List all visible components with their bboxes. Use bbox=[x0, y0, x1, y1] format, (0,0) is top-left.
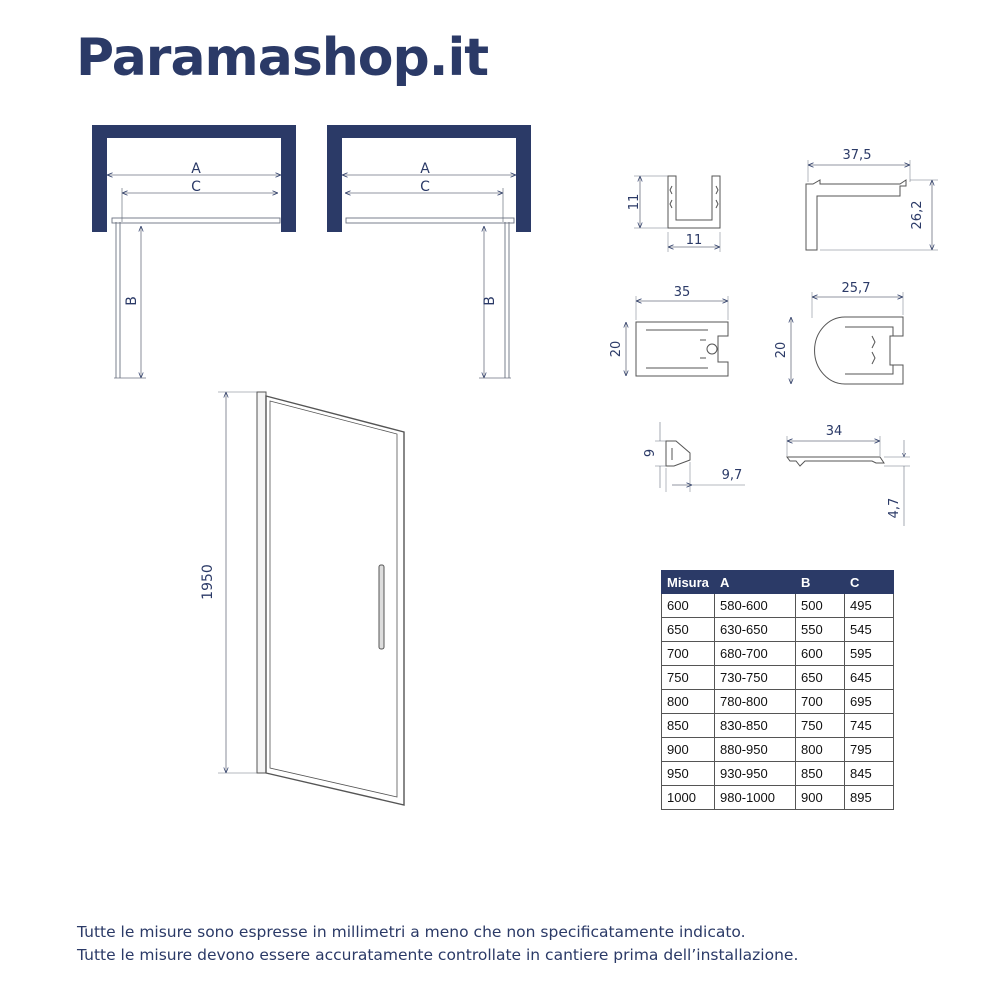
cell-c: 645 bbox=[845, 666, 894, 690]
cell-b: 650 bbox=[796, 666, 845, 690]
cell-b: 900 bbox=[796, 786, 845, 810]
cell-misura: 750 bbox=[662, 666, 715, 690]
note-line: Tutte le misure devono essere accuratamente controllate in cantiere prima dell’installazione. bbox=[77, 946, 799, 964]
cell-a: 680-700 bbox=[715, 642, 796, 666]
profile6-height: 4,7 bbox=[887, 497, 902, 519]
cell-misura: 900 bbox=[662, 738, 715, 762]
profile-u-channel bbox=[634, 176, 720, 252]
profile5-width: 9,7 bbox=[721, 468, 743, 483]
table-row bbox=[662, 762, 894, 786]
cell-a: 930-950 bbox=[715, 762, 796, 786]
cell-misura: 800 bbox=[662, 690, 715, 714]
cell-c: 545 bbox=[845, 618, 894, 642]
cell-c: 795 bbox=[845, 738, 894, 762]
profile5-height: 9 bbox=[643, 448, 658, 458]
profile4-width: 25,7 bbox=[841, 281, 871, 296]
note-line: Tutte le misure sono espresse in millimetri a meno che non specificatamente indicato. bbox=[77, 923, 746, 941]
cell-b: 600 bbox=[796, 642, 845, 666]
cell-b: 800 bbox=[796, 738, 845, 762]
table-row bbox=[662, 714, 894, 738]
label-a-right: A bbox=[420, 161, 430, 177]
profile1-width: 11 bbox=[685, 233, 703, 248]
cell-b: 700 bbox=[796, 690, 845, 714]
cell-a: 780-800 bbox=[715, 690, 796, 714]
table-row bbox=[662, 690, 894, 714]
sizes-table bbox=[661, 570, 894, 810]
table-row bbox=[662, 786, 894, 810]
profile1-height: 11 bbox=[627, 193, 642, 211]
profile-rounded bbox=[791, 292, 903, 384]
cell-misura: 650 bbox=[662, 618, 715, 642]
cell-a: 580-600 bbox=[715, 594, 796, 618]
door-glass bbox=[270, 401, 397, 797]
profile6-width: 34 bbox=[825, 424, 843, 439]
cell-a: 880-950 bbox=[715, 738, 796, 762]
table-header-row bbox=[662, 571, 894, 594]
header-misura: Misura bbox=[662, 571, 715, 594]
label-b-right: B bbox=[482, 296, 498, 306]
table-row bbox=[662, 594, 894, 618]
cell-b: 550 bbox=[796, 618, 845, 642]
header-c: C bbox=[845, 571, 894, 594]
cell-a: 630-650 bbox=[715, 618, 796, 642]
cell-misura: 1000 bbox=[662, 786, 715, 810]
table-row bbox=[662, 618, 894, 642]
door-profile bbox=[112, 218, 280, 223]
cell-c: 745 bbox=[845, 714, 894, 738]
wall-profile bbox=[257, 392, 266, 773]
cell-a: 980-1000 bbox=[715, 786, 796, 810]
cell-b: 500 bbox=[796, 594, 845, 618]
height-label: 1950 bbox=[200, 564, 216, 600]
cell-misura: 700 bbox=[662, 642, 715, 666]
cell-b: 850 bbox=[796, 762, 845, 786]
header-b: B bbox=[796, 571, 845, 594]
cell-misura: 850 bbox=[662, 714, 715, 738]
label-b: B bbox=[124, 296, 140, 306]
cell-b: 750 bbox=[796, 714, 845, 738]
cell-c: 895 bbox=[845, 786, 894, 810]
cell-c: 845 bbox=[845, 762, 894, 786]
profile3-width: 35 bbox=[673, 285, 691, 300]
cell-c: 495 bbox=[845, 594, 894, 618]
cell-misura: 600 bbox=[662, 594, 715, 618]
table-row bbox=[662, 666, 894, 690]
header-a: A bbox=[715, 571, 796, 594]
door-handle bbox=[379, 565, 384, 649]
label-c: C bbox=[191, 179, 201, 195]
door-elevation bbox=[218, 392, 404, 805]
table-row bbox=[662, 642, 894, 666]
profile3-height: 20 bbox=[609, 340, 624, 358]
cell-c: 695 bbox=[845, 690, 894, 714]
notes bbox=[77, 921, 798, 967]
label-c-right: C bbox=[420, 179, 430, 195]
table-row bbox=[662, 738, 894, 762]
profile2-height: 26,2 bbox=[910, 200, 925, 230]
brand-logo: Paramashop.it bbox=[76, 28, 489, 88]
profile2-width: 37,5 bbox=[842, 148, 872, 163]
cell-misura: 950 bbox=[662, 762, 715, 786]
cell-c: 595 bbox=[845, 642, 894, 666]
cell-a: 830-850 bbox=[715, 714, 796, 738]
label-a: A bbox=[191, 161, 201, 177]
profile-door bbox=[626, 296, 728, 376]
cell-a: 730-750 bbox=[715, 666, 796, 690]
profile4-height: 20 bbox=[774, 341, 789, 359]
